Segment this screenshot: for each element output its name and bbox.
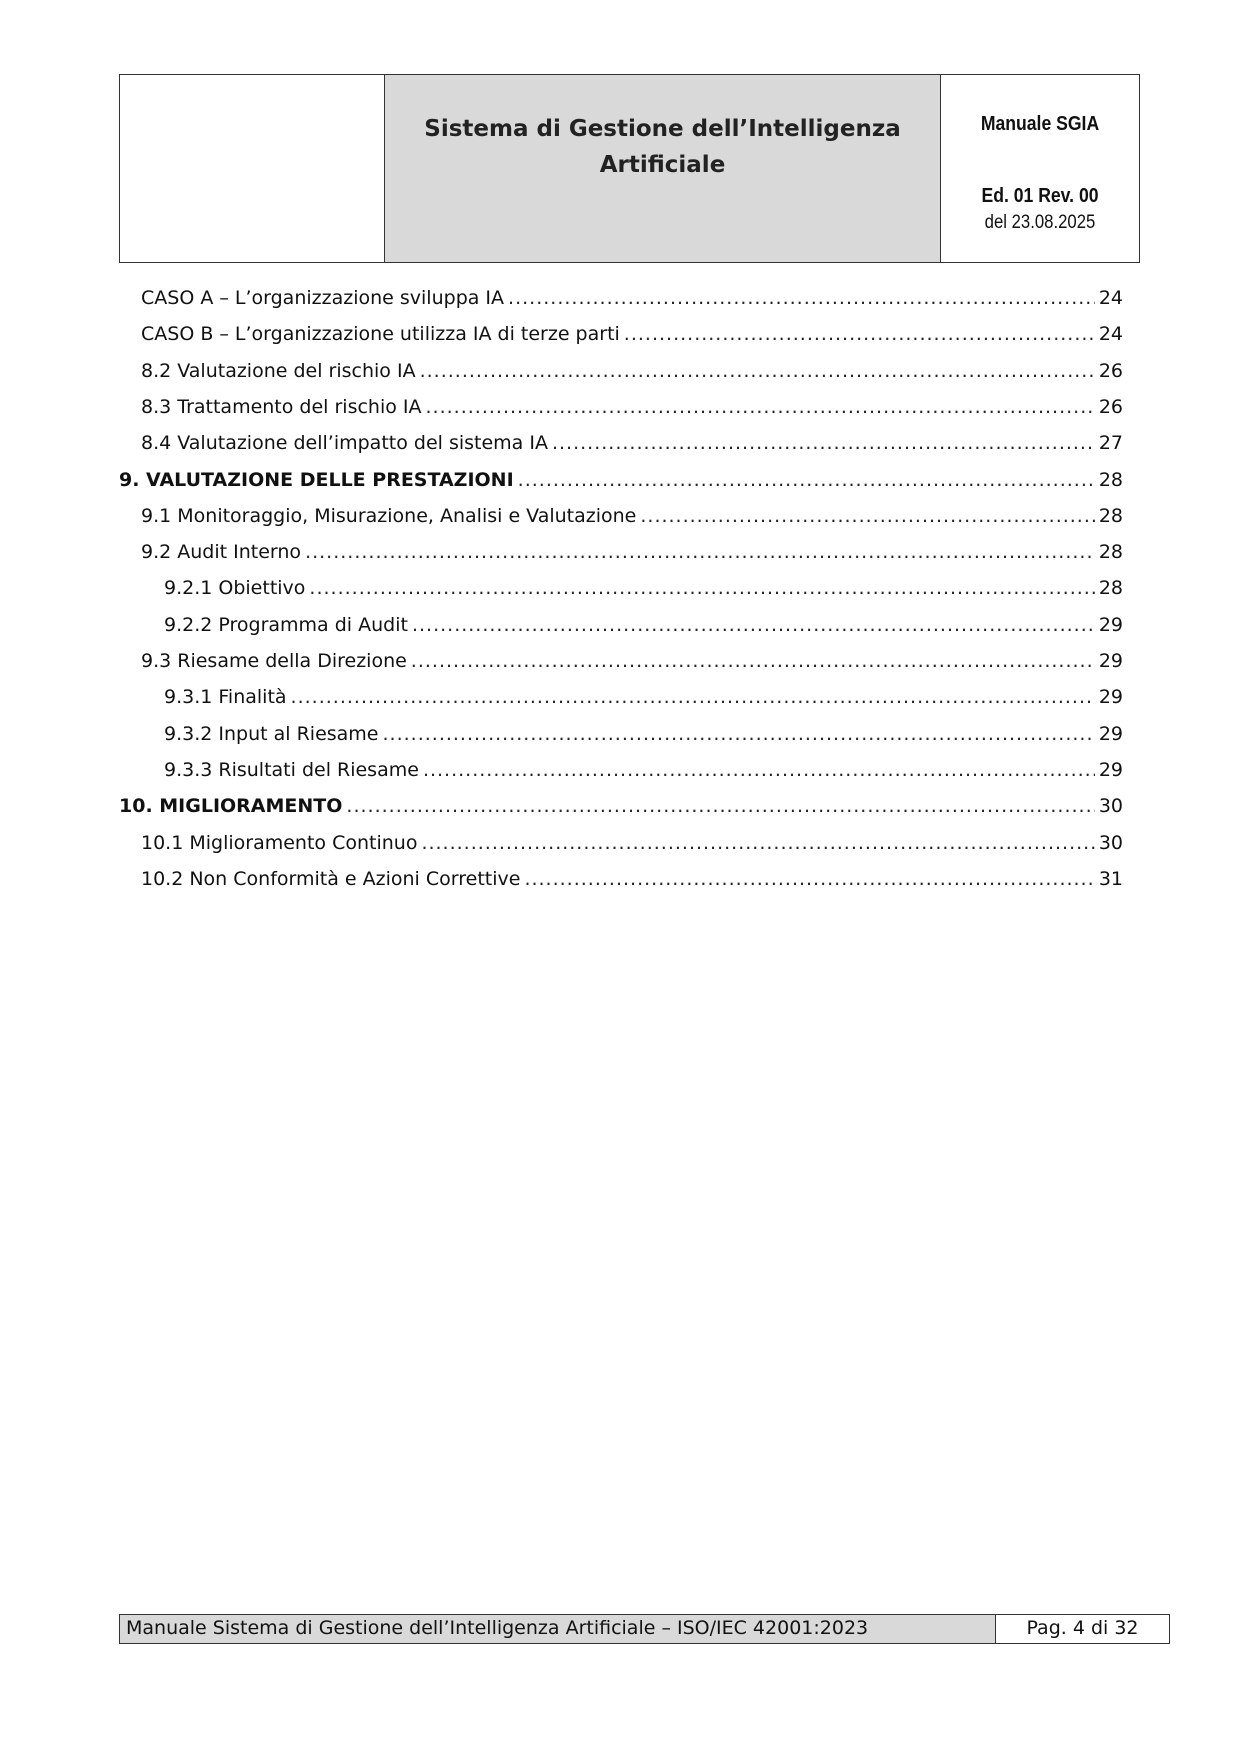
toc-dot-leader (291, 686, 1095, 708)
manual-code: Manuale SGIA (980, 113, 1100, 135)
toc-entry[interactable] (119, 614, 1123, 644)
toc-entry-page: 29 (1098, 650, 1123, 672)
toc-dot-leader (508, 287, 1095, 309)
toc-entry[interactable] (119, 505, 1123, 535)
toc-dot-leader (423, 759, 1095, 781)
toc-entry-label: 8.3 Trattamento del rischio IA (141, 395, 422, 418)
toc-dot-leader (412, 614, 1095, 636)
toc-entry[interactable] (119, 541, 1123, 571)
toc-entry[interactable] (119, 577, 1123, 607)
toc-dot-leader (346, 795, 1094, 817)
toc-entry-label: 9.3 Riesame della Direzione (141, 650, 407, 672)
toc-dot-leader (552, 432, 1095, 454)
toc-entry-label: 9.1 Monitoraggio, Misurazione, Analisi e Valutazione (141, 504, 637, 527)
toc-entry[interactable] (119, 360, 1123, 390)
toc-entry[interactable] (119, 432, 1123, 462)
toc-entry[interactable] (119, 650, 1123, 680)
toc-entry[interactable] (119, 832, 1123, 862)
toc-entry-page: 29 (1098, 758, 1123, 781)
toc-entry-label: 9.3.2 Input al Riesame (164, 722, 379, 745)
toc-entry-label: 8.2 Valutazione del rischio IA (141, 359, 416, 382)
toc-entry[interactable] (119, 287, 1123, 317)
toc-entry-label: 9.2 Audit Interno (141, 541, 302, 564)
toc-entry-label: 10.1 Miglioramento Continuo (141, 831, 418, 854)
toc-dot-leader (411, 650, 1095, 672)
toc-entry[interactable] (119, 759, 1123, 789)
toc-entry-page: 26 (1098, 395, 1123, 418)
toc-entry-label: 10. MIGLIORAMENTO (119, 795, 343, 818)
toc-entry-page: 28 (1098, 577, 1123, 600)
header-title-cell (385, 75, 941, 262)
toc-entry-label: 9. VALUTAZIONE DELLE PRESTAZIONI (119, 468, 514, 491)
toc-dot-leader (640, 505, 1094, 527)
toc-dot-leader (624, 323, 1095, 345)
toc-entry[interactable] (119, 323, 1123, 353)
header-info-cell (941, 75, 1139, 262)
toc-entry-label: 9.2.1 Obiettivo (164, 577, 306, 600)
toc-entry-label: 9.3.1 Finalità (164, 686, 287, 709)
toc-dot-leader (420, 360, 1095, 382)
toc-entry-page: 26 (1098, 359, 1123, 382)
toc-entry-label: 8.4 Valutazione dell’impatto del sistema IA (141, 432, 548, 455)
toc-entry[interactable] (119, 868, 1123, 898)
toc-entry-page: 28 (1098, 541, 1123, 564)
toc-dot-leader (426, 396, 1095, 418)
toc-entry-label: 10.2 Non Conformità e Azioni Correttive (141, 867, 521, 890)
toc-entry-label: CASO A – L’organizzazione sviluppa IA (141, 287, 505, 309)
toc-entry[interactable] (119, 469, 1123, 499)
toc-entry-page: 30 (1098, 831, 1123, 854)
toc-dot-leader (309, 577, 1094, 599)
toc-entry[interactable] (119, 795, 1123, 825)
toc-entry-page: 28 (1098, 504, 1123, 527)
toc-entry[interactable] (119, 686, 1123, 716)
toc-dot-leader (524, 868, 1094, 890)
toc-dot-leader (421, 832, 1094, 854)
logo-area (120, 75, 385, 262)
toc-entry-label: 9.2.2 Programma di Audit (164, 613, 408, 636)
toc-entry-page: 28 (1098, 468, 1123, 491)
toc-entry-page: 27 (1098, 432, 1123, 455)
toc-entry[interactable] (119, 396, 1123, 426)
toc-entry-label: CASO B – L’organizzazione utilizza IA di terze parti (141, 323, 620, 346)
document-footer (119, 1614, 1170, 1644)
toc-dot-leader (518, 469, 1095, 491)
page-number: Pag. 4 di 32 (1026, 1617, 1139, 1639)
toc-dot-leader (383, 723, 1095, 745)
document-header (119, 74, 1140, 263)
document-title: Sistema di Gestione dell’Intelligenza Artificiale (424, 116, 901, 178)
footer-title: Manuale Sistema di Gestione dell’Intelligenza Artificiale – ISO/IEC 42001:2023 (120, 1615, 996, 1643)
toc-entry[interactable] (119, 723, 1123, 753)
toc-dot-leader (305, 541, 1095, 563)
toc-entry-page: 29 (1098, 722, 1123, 745)
toc-entry-page: 29 (1098, 613, 1123, 636)
toc-entry-page: 31 (1098, 867, 1123, 890)
toc-entry-page: 24 (1098, 323, 1123, 346)
toc-entry-page: 30 (1098, 795, 1123, 818)
toc-entry-page: 29 (1098, 686, 1123, 709)
toc-entry-label: 9.3.3 Risultati del Riesame (164, 758, 419, 781)
edition-revision: Ed. 01 Rev. 00 (981, 185, 1099, 207)
toc-entry-page: 24 (1098, 287, 1123, 309)
revision-date: del 23.08.2025 (984, 212, 1096, 233)
